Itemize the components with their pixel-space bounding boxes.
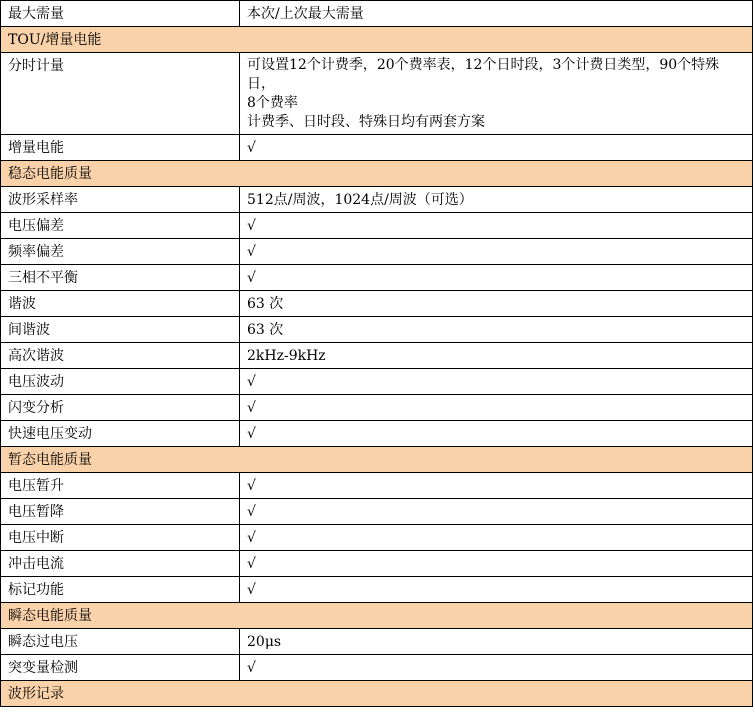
table-row	[1, 629, 753, 655]
table-row	[1, 53, 753, 135]
spec-value: 63 次	[240, 317, 753, 343]
spec-label: 标记功能	[1, 577, 240, 603]
table-row	[1, 187, 753, 213]
spec-label: 冲击电流	[1, 551, 240, 577]
table-row	[1, 577, 753, 603]
spec-value: √	[240, 551, 753, 577]
spec-label: 分时计量	[1, 53, 240, 135]
spec-label: 最大需量	[1, 1, 240, 27]
table-row	[1, 317, 753, 343]
spec-label: 电压暂升	[1, 473, 240, 499]
spec-value-line: 可设置12个计费季，20个费率表，12个日时段，3个计费日类型，90个特殊日，	[247, 57, 720, 92]
spec-value: 63 次	[240, 291, 753, 317]
spec-value: √	[240, 369, 753, 395]
spec-table-body	[1, 1, 753, 707]
spec-value: √	[240, 473, 753, 499]
section-header-row	[1, 27, 753, 53]
spec-label: 频率偏差	[1, 239, 240, 265]
table-row	[1, 291, 753, 317]
spec-value: √	[240, 135, 753, 161]
spec-label: 闪变分析	[1, 395, 240, 421]
table-row	[1, 239, 753, 265]
spec-label: 电压偏差	[1, 213, 240, 239]
section-title: 波形记录	[1, 681, 753, 707]
spec-value: √	[240, 239, 753, 265]
spec-label: 突变量检测	[1, 655, 240, 681]
spec-value-line: 8个费率	[247, 95, 298, 111]
spec-label: 间谐波	[1, 317, 240, 343]
table-row	[1, 265, 753, 291]
table-row	[1, 369, 753, 395]
spec-value-line: 计费季、日时段、特殊日均有两套方案	[247, 114, 485, 130]
section-title: 瞬态电能质量	[1, 603, 753, 629]
spec-label: 电压中断	[1, 525, 240, 551]
spec-label: 增量电能	[1, 135, 240, 161]
table-row	[1, 551, 753, 577]
spec-value	[240, 53, 753, 135]
section-header-row	[1, 161, 753, 187]
spec-value: √	[240, 265, 753, 291]
section-title: 暂态电能质量	[1, 447, 753, 473]
spec-label: 电压暂降	[1, 499, 240, 525]
table-row	[1, 213, 753, 239]
spec-value: √	[240, 395, 753, 421]
table-row	[1, 525, 753, 551]
spec-label: 波形采样率	[1, 187, 240, 213]
spec-value: √	[240, 577, 753, 603]
section-header-row	[1, 603, 753, 629]
spec-label: 电压波动	[1, 369, 240, 395]
spec-label: 瞬态过电压	[1, 629, 240, 655]
spec-value: √	[240, 525, 753, 551]
spec-value: √	[240, 213, 753, 239]
section-header-row	[1, 447, 753, 473]
spec-value: √	[240, 421, 753, 447]
table-row	[1, 473, 753, 499]
spec-value: √	[240, 499, 753, 525]
spec-value: √	[240, 655, 753, 681]
table-row	[1, 499, 753, 525]
spec-value: 20μs	[240, 629, 753, 655]
spec-label: 谐波	[1, 291, 240, 317]
spec-value: 本次/上次最大需量	[240, 1, 753, 27]
table-row	[1, 395, 753, 421]
table-row	[1, 421, 753, 447]
table-row	[1, 135, 753, 161]
spec-label: 三相不平衡	[1, 265, 240, 291]
section-title: TOU/增量电能	[1, 27, 753, 53]
table-row	[1, 1, 753, 27]
table-row	[1, 655, 753, 681]
spec-label: 快速电压变动	[1, 421, 240, 447]
table-row	[1, 343, 753, 369]
section-header-row	[1, 681, 753, 707]
spec-label: 高次谐波	[1, 343, 240, 369]
spec-value: 512点/周波，1024点/周波（可选）	[240, 187, 753, 213]
section-title: 稳态电能质量	[1, 161, 753, 187]
spec-value: 2kHz-9kHz	[240, 343, 753, 369]
